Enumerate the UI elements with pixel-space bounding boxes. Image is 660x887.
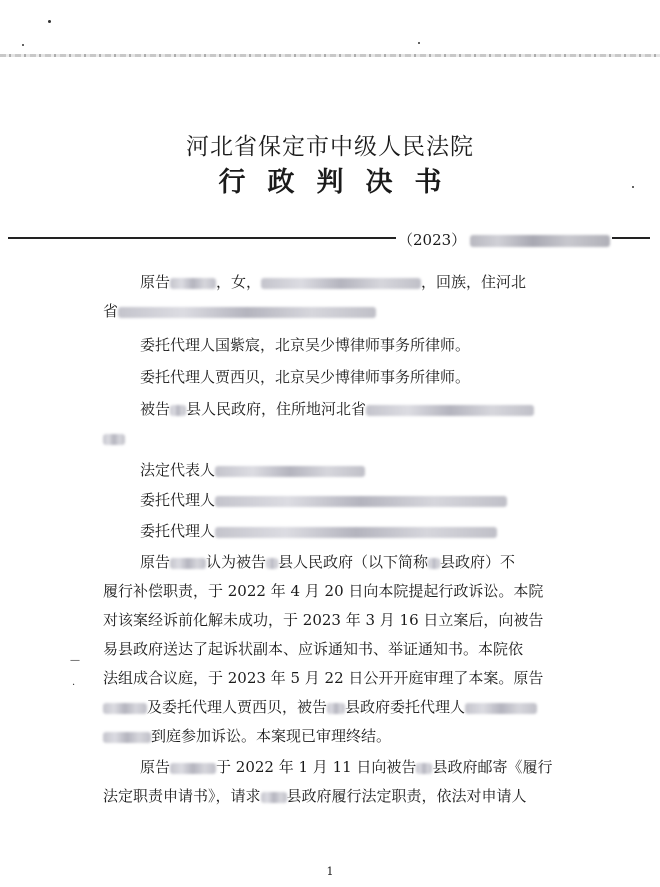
text-line: 法定职责申请书》，请求 县政府履行法定职责，依法对申请人 [103,787,527,805]
court-name: 河北省保定市中级人民法院 [186,134,474,160]
redacted-name [170,763,216,774]
redacted-agent [215,527,497,538]
margin-mark: · [72,680,76,691]
redacted-address [103,434,125,445]
scan-speck [48,20,51,23]
text-line: 委托代理人 [103,486,630,515]
text-line: 原告 于 2022 年 1 月 11 日向被告 县政府邮寄《履行 [140,758,553,776]
text-line: 对该案经诉前化解未成功，于 2023 年 3 月 16 日立案后，向被告 [103,611,544,629]
redacted-agent [215,496,507,507]
redacted-address [118,307,376,318]
text-line: 及委托代理人贾西贝，被告 县政府委托代理人 [103,693,593,722]
text-line: 委托代理人 [103,517,630,546]
text-line: 被告 县人民政府，住所地河北省 [103,395,630,424]
redacted-county [261,792,287,803]
redacted-name [170,278,216,289]
case-number [396,229,612,250]
redacted-county [327,703,345,714]
text-line: 法定代表人 [103,456,630,485]
redacted-birthdate [261,278,421,289]
redacted-county [170,405,186,416]
text-line: 委托代理人国紫宸，北京吴少博律师事务所律师。 [140,336,471,354]
text-line [103,424,593,453]
scan-speck [418,42,420,44]
redacted-address [366,405,534,416]
scan-edge-top [0,54,660,57]
redacted-name [103,703,147,714]
page-number: 1 [326,865,334,878]
redacted-name [170,558,206,569]
text-line: 原告 认为被告 县人民政府（以下简称 县政府）不 [140,553,516,571]
redacted-county [416,763,432,774]
text-line: 委托代理人贾西贝，北京吴少博律师事务所律师。 [140,368,471,386]
redacted-agent [465,703,537,714]
text-line: 原告 ，女， ，回族，住河北 [140,273,527,291]
redacted-county [266,558,278,569]
document-type-title: 行政判决书 [218,167,464,198]
text-line: 法组成合议庭，于 2023 年 5 月 22 日公开开庭审理了本案。原告 [103,669,544,687]
scan-speck [22,44,24,46]
redacted-county [428,558,440,569]
text-line: 省 [103,297,593,326]
text-line: 履行补偿职责，于 2022 年 4 月 20 日向本院提起行政诉讼。本院 [103,582,544,600]
redacted-representative [215,466,365,477]
case-number-year: （2023） [398,231,467,249]
redacted-case-number [470,235,610,247]
text-line: 易县政府送达了起诉状副本、应诉通知书、举证通知书。本院依 [103,640,524,658]
redacted-agent [103,732,151,743]
text-line: 到庭参加诉讼。本案现已审理终结。 [103,722,593,751]
margin-mark: — [70,655,80,666]
